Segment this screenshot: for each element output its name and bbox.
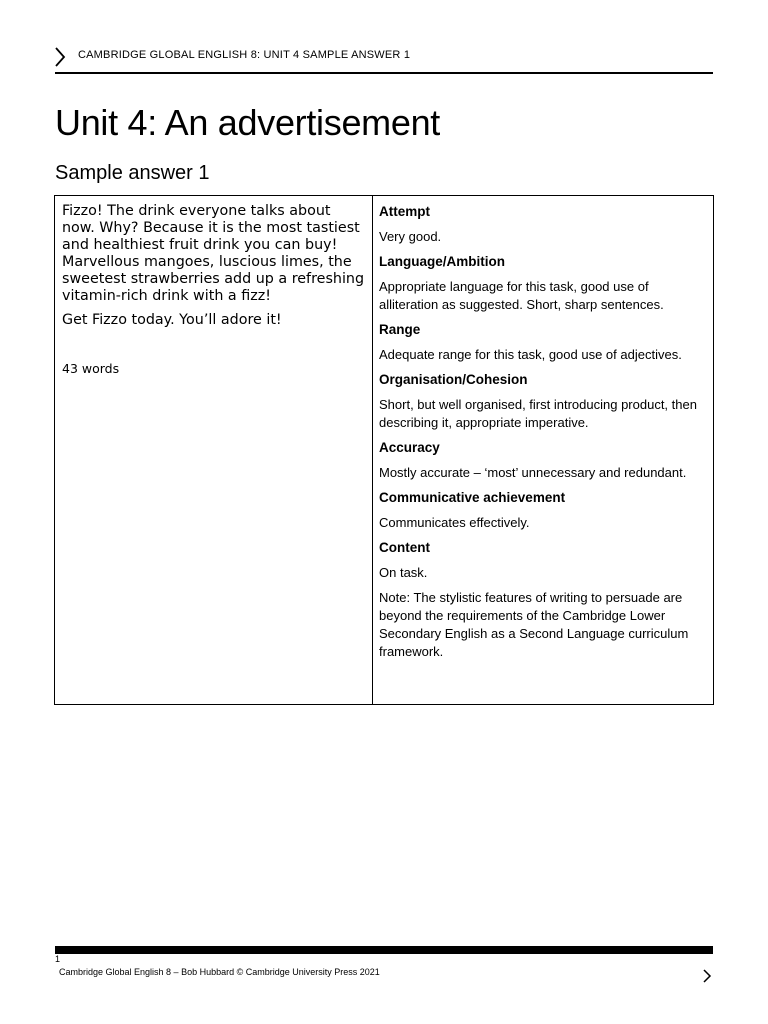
table-row [55,196,714,705]
feedback-heading-content: Content [379,540,430,555]
feedback-note: Note: The stylistic features of writing to persuade are beyond the requirements of the Cambridge Lower Secondary English as a Second Language curriculum framework. [379,590,689,659]
feedback-heading-accuracy: Accuracy [379,440,440,455]
running-header: CAMBRIDGE GLOBAL ENGLISH 8: UNIT 4 SAMPLE ANSWER 1 [78,49,411,61]
answer-paragraph: Get Fizzo today. You’ll adore it! [62,312,282,328]
feedback-text-communicative-achievement: Communicates effectively. [379,515,530,530]
page-subtitle: Sample answer 1 [55,162,210,184]
footer-divider [55,946,713,954]
page-title: Unit 4: An advertisement [55,102,441,143]
feedback-text-organisation-cohesion: Short, but well organised, first introducing product, then describing it, appropriate imperative. [379,397,697,430]
feedback-text-range: Adequate range for this task, good use of adjectives. [379,347,682,362]
feedback-heading-organisation-cohesion: Organisation/Cohesion [379,372,528,387]
chevron-right-icon [53,46,67,68]
feedback-text-attempt: Very good. [379,229,442,244]
answer-paragraph: Fizzo! The drink everyone talks about now. Why? Because it is the most tastiest and healthiest fruit drink you can buy! Marvellous mangoes, luscious limes, the sweetest strawberries add up a refreshing vitamin-rich drink with a fizz! [62,203,365,304]
header-divider [55,72,713,74]
feedback-heading-language-ambition: Language/Ambition [379,254,505,269]
page-number: 1 [55,954,61,964]
word-count: 43 words [62,361,120,376]
sample-answer-table [54,195,714,705]
feedback-text-language-ambition: Appropriate language for this task, good use of alliteration as suggested. Short, sharp sentences. [379,279,664,312]
feedback-heading-range: Range [379,322,421,337]
feedback-text-content: On task. [379,565,428,580]
feedback-heading-communicative-achievement: Communicative achievement [379,490,566,505]
footer-credit: Cambridge Global English 8 – Bob Hubbard © Cambridge University Press 2021 [59,967,380,977]
feedback-text-accuracy: Mostly accurate – ‘most’ unnecessary and redundant. [379,465,687,480]
student-answer-cell [55,196,373,705]
chevron-right-icon [702,968,712,984]
feedback-cell [373,196,714,705]
feedback-heading-attempt: Attempt [379,204,430,219]
